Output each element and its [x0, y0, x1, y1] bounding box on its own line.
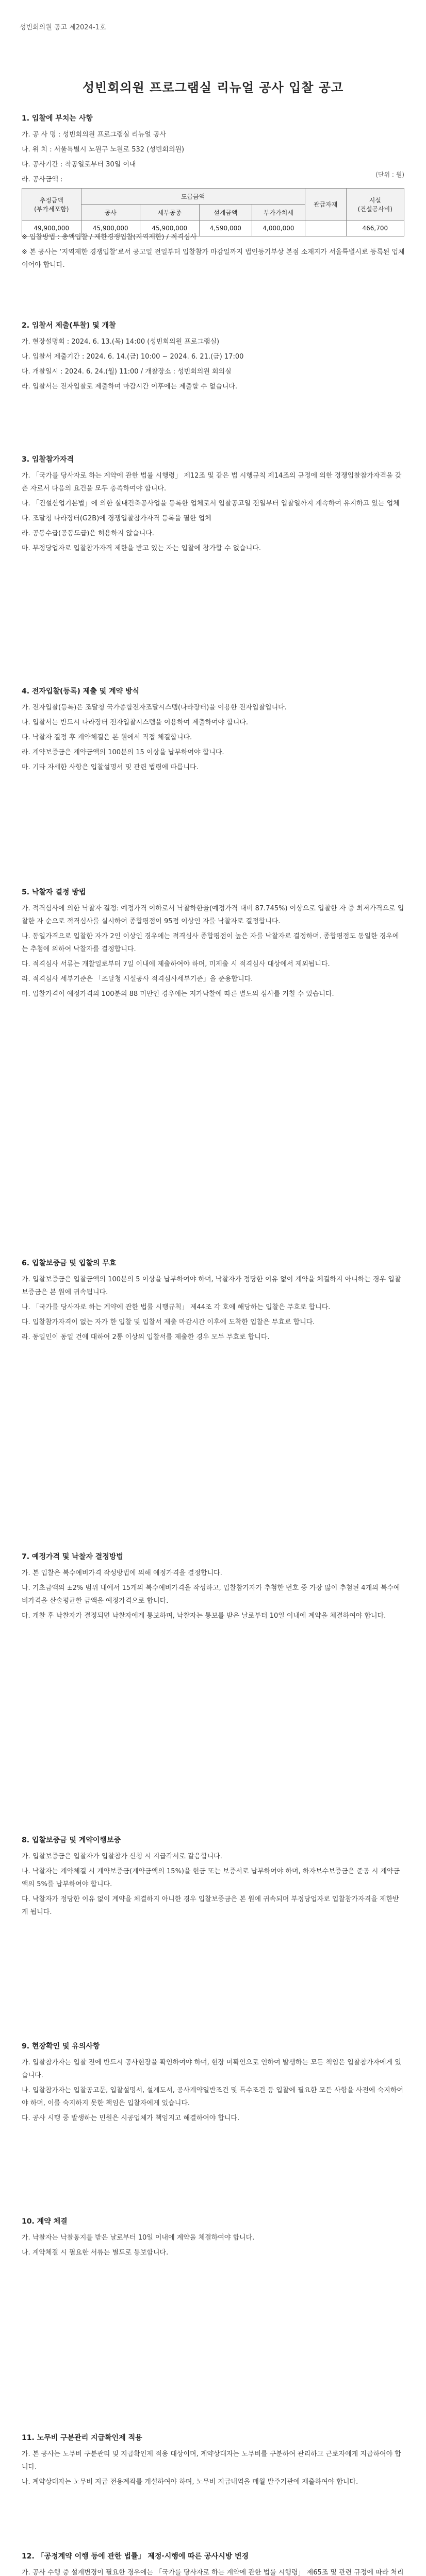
- section-line: 나. 입찰서는 반드시 나라장터 전자입찰시스템을 이용하여 제출하여야 합니다.: [22, 719, 249, 726]
- section-4: [22, 685, 405, 776]
- table-header: 부가가치세: [252, 205, 305, 221]
- section-line: 라. 공사금액 :: [22, 176, 63, 183]
- section-line: 가. 입찰보증금은 입찰자가 입찰참가 신청 시 지급각서로 갈음합니다.: [22, 1853, 222, 1860]
- section-line: 다. 개찰 후 낙찰자가 결정되면 낙찰자에게 통보하며, 낙찰자는 통보를 받은 날로부터 10일 이내에 계약을 체결하여야 합니다.: [22, 1612, 386, 1620]
- section-line: 나. 계약체결 시 필요한 서류는 별도로 통보합니다.: [22, 2249, 169, 2257]
- table-group-header: 도급금액: [81, 189, 305, 205]
- section-line: 가. 낙찰자는 낙찰통지를 받은 날로부터 10일 이내에 계약을 체결하여야 합니다.: [22, 2234, 255, 2242]
- section-line: 가. 입찰참가자는 입찰 전에 반드시 공사현장을 확인하여야 하며, 현장 미확인으로 인하여 발생하는 모든 책임은 입찰참가자에게 있습니다.: [22, 2059, 401, 2079]
- section-line: 가. 공 사 명 : 성빈회의원 프로그램실 리뉴얼 공사: [22, 131, 167, 139]
- section-line: 다. 공사 시행 중 발생하는 민원은 시공업체가 책임지고 해결하여야 합니다.: [22, 2114, 240, 2122]
- section-heading: 6. 입찰보증금 및 입찰의 무효: [22, 1259, 117, 1267]
- section-8: [22, 1834, 405, 1921]
- section-line: 나. 「건설산업기본법」에 의한 실내건축공사업을 등록한 업체로서 입찰공고일 전일부터 입찰일까지 계속하여 유지하고 있는 업체: [22, 500, 400, 507]
- section-line: 마. 기타 자세한 사항은 입찰설명서 및 관련 법령에 따릅니다.: [22, 764, 199, 771]
- table-header: 시설 (건설공사비): [346, 189, 404, 221]
- section-line: 나. 동일가격으로 입찰한 자가 2인 이상인 경우에는 적격심사 종합평점이 높은 자를 낙찰자로 결정하며, 종합평점도 동일한 경우에는 추첨에 의하여 낙찰자를 결정합니다.: [22, 933, 399, 953]
- section-line: 라. 공동수급(공동도급)은 허용하지 않습니다.: [22, 530, 154, 537]
- section-6: [22, 1257, 405, 1346]
- section-12: [22, 2550, 405, 2576]
- section-2: [22, 319, 405, 395]
- table-cell: 466,700: [346, 221, 404, 236]
- section-line: 나. 「국가를 당사자로 하는 계약에 관한 법률 시행규칙」 제44조 각 호에 해당하는 입찰은 무효로 합니다.: [22, 1303, 331, 1311]
- section-line: ※ 본 공사는 ‘지역제한 경쟁입찰’로서 공고일 전일부터 입찰참가 마감일까지 법인등기부상 본점 소재지가 서울특별시로 등록된 업체이어야 합니다.: [22, 248, 405, 269]
- section-line: 가. 공사 수행 중 설계변경이 필요한 경우에는 「국가를 당사자로 하는 계약에 관한 법률 시행령」 제65조 및 관련 규정에 따라 처리: [22, 2569, 404, 2576]
- section-1b: [22, 231, 405, 274]
- table-header: 공사: [81, 205, 140, 221]
- section-line: 가. 전자입찰(등록)은 조달청 국가종합전자조달시스템(나라장터)을 이용한 전자입찰입니다.: [22, 704, 287, 711]
- section-line: 나. 입찰참가자는 입찰공고문, 입찰설명서, 설계도서, 공사계약일반조건 및 특수조건 등 입찰에 필요한 모든 사항을 사전에 숙지하여야 하며, 이를 숙지하지 못한 책임은 입찰자에게 있습니다.: [22, 2087, 403, 2107]
- section-line: 다. 조달청 나라장터(G2B)에 경쟁입찰참가자격 등록을 필한 업체: [22, 515, 211, 522]
- section-line: 다. 적격심사 서류는 개찰일로부터 7일 이내에 제출하여야 하며, 미제출 시 적격심사 대상에서 제외됩니다.: [22, 960, 330, 968]
- section-11: [22, 2432, 405, 2490]
- section-heading: 12. 「공정계약 이행 등에 관한 법률」 제정·시행에 따른 공사시방 변경: [22, 2552, 249, 2561]
- notice-number: 성빈회의원 공고 제2024-1호: [20, 24, 106, 31]
- section-heading: 8. 입찰보증금 및 계약이행보증: [22, 1836, 121, 1844]
- section-heading: 1. 입찰에 부치는 사항: [22, 114, 93, 123]
- section-line: 가. 「국가를 당사자로 하는 계약에 관한 법률 시행령」 제12조 및 같은 법 시행규칙 제14조의 규정에 의한 경쟁입찰참가자격을 갖춘 자로서 다음의 요건을 모두 충족하여야 합니다.: [22, 472, 402, 493]
- table-header: 관급자재: [305, 189, 346, 221]
- section-heading: 7. 예정가격 및 낙찰자 결정방법: [22, 1553, 123, 1561]
- table-header: 설계금액: [199, 205, 252, 221]
- table-header: 세부공종: [140, 205, 200, 221]
- section-line: ※ 입찰방법 : 총액입찰 / 제한경쟁입찰(지역제한) / 적격심사: [22, 233, 197, 241]
- table-cell: 45,900,000: [140, 221, 200, 236]
- section-10: [22, 2215, 405, 2261]
- section-heading: 5. 낙찰자 결정 방법: [22, 888, 86, 896]
- amount-table: [22, 188, 404, 236]
- table-cell: 49,900,000: [22, 221, 81, 236]
- section-line: 마. 입찰가격이 예정가격의 100분의 88 미만인 경우에는 저가낙찰에 따른 별도의 심사를 거칠 수 있습니다.: [22, 990, 334, 998]
- section-line: 다. 입찰참가자격이 없는 자가 한 입찰 및 입찰서 제출 마감시간 이후에 도착한 입찰은 무효로 합니다.: [22, 1318, 315, 1326]
- page-title: 성빈회의원 프로그램실 리뉴얼 공사 입찰 공고: [82, 80, 344, 95]
- section-line: 나. 계약상대자는 노무비 지급 전용계좌를 개설하여야 하며, 노무비 지급내역을 매월 발주기관에 제출하여야 합니다.: [22, 2478, 358, 2486]
- table-cell: 4,590,000: [199, 221, 252, 236]
- section-line: 다. 개찰일시 : 2024. 6. 24.(월) 11:00 / 개찰장소 : 성빈회의원 회의실: [22, 368, 232, 376]
- section-7: [22, 1551, 405, 1624]
- table-header: 추정금액 (부가세포함): [22, 189, 81, 221]
- section-heading: 11. 노무비 구분관리 지급확인제 적용: [22, 2434, 142, 2442]
- section-line: 라. 동일인이 동일 건에 대하여 2통 이상의 입찰서를 제출한 경우 모두 무효로 합니다.: [22, 1333, 270, 1341]
- section-line: 가. 본 공사는 노무비 구분관리 및 지급확인제 적용 대상이며, 계약상대자는 노무비를 구분하여 관리하고 근로자에게 지급하여야 합니다.: [22, 2450, 401, 2471]
- section-line: 가. 적격심사에 의한 낙찰자 결정: 예정가격 이하로서 낙찰하한율(예정가격 대비 87.745%) 이상으로 입찰한 자 중 최저가격으로 입찰한 자 순으로 적격심사를 실시하여 종합평점이 95점 이상인 자를 낙찰자로 결정합니다.: [22, 905, 404, 925]
- section-3: [22, 453, 405, 557]
- section-line: 다. 공사기간 : 착공일로부터 30일 이내: [22, 161, 136, 168]
- section-1: [22, 112, 405, 188]
- table-cell: 4,000,000: [252, 221, 305, 236]
- section-line: 다. 낙찰자가 정당한 이유 없이 계약을 체결하지 아니한 경우 입찰보증금은 본 원에 귀속되며 부정당업자로 입찰참가자격을 제한받게 됩니다.: [22, 1895, 399, 1916]
- section-line: 다. 낙찰자 결정 후 계약체결은 본 원에서 직접 체결합니다.: [22, 734, 192, 741]
- section-heading: 2. 입찰서 제출(투찰) 및 개찰: [22, 321, 116, 330]
- section-9: [22, 2040, 405, 2127]
- section-line: 나. 낙찰자는 계약체결 시 계약보증금(계약금액의 15%)을 현금 또는 보증서로 납부하여야 하며, 하자보수보증금은 준공 시 계약금액의 5%를 납부하여야 합니다.: [22, 1868, 400, 1888]
- section-heading: 10. 계약 체결: [22, 2217, 68, 2226]
- section-line: 라. 적격심사 세부기준은 「조달청 시설공사 적격심사세부기준」을 준용합니다.: [22, 975, 253, 983]
- section-line: 가. 입찰보증금은 입찰금액의 100분의 5 이상을 납부하여야 하며, 낙찰자가 정당한 이유 없이 계약을 체결하지 아니하는 경우 입찰보증금은 본 원에 귀속됩니다.: [22, 1276, 401, 1296]
- section-line: 가. 본 입찰은 복수예비가격 작성방법에 의해 예정가격을 결정합니다.: [22, 1569, 222, 1577]
- unit-label: (단위 : 원): [375, 171, 404, 178]
- section-heading: 3. 입찰참가자격: [22, 455, 74, 464]
- section-line: 나. 입찰서 제출기간 : 2024. 6. 14.(금) 10:00 ~ 2024. 6. 21.(금) 17:00: [22, 353, 244, 361]
- section-line: 라. 입찰서는 전자입찰로 제출하며 마감시간 이후에는 제출할 수 없습니다.: [22, 383, 238, 391]
- section-line: 가. 현장설명회 : 2024. 6. 13.(목) 14:00 (성빈회의원 프로그램실): [22, 338, 220, 346]
- section-line: 라. 계약보증금은 계약금액의 100분의 15 이상을 납부하여야 합니다.: [22, 749, 224, 756]
- section-heading: 4. 전자입찰(등록) 제출 및 계약 방식: [22, 687, 140, 696]
- table-cell: 45,900,000: [81, 221, 140, 236]
- section-line: 마. 부정당업자로 입찰참가자격 제한을 받고 있는 자는 입찰에 참가할 수 없습니다.: [22, 545, 261, 552]
- section-line: 나. 위 치 : 서울특별시 노원구 노원로 532 (성빈회의원): [22, 146, 185, 154]
- section-heading: 9. 현장확인 및 유의사항: [22, 2042, 100, 2050]
- section-5: [22, 886, 405, 1003]
- section-line: 나. 기초금액의 ±2% 범위 내에서 15개의 복수예비가격을 작성하고, 입찰참가자가 추첨한 번호 중 가장 많이 추첨된 4개의 복수예비가격을 산술평균한 금액을 예정가격으로 합니다.: [22, 1584, 400, 1605]
